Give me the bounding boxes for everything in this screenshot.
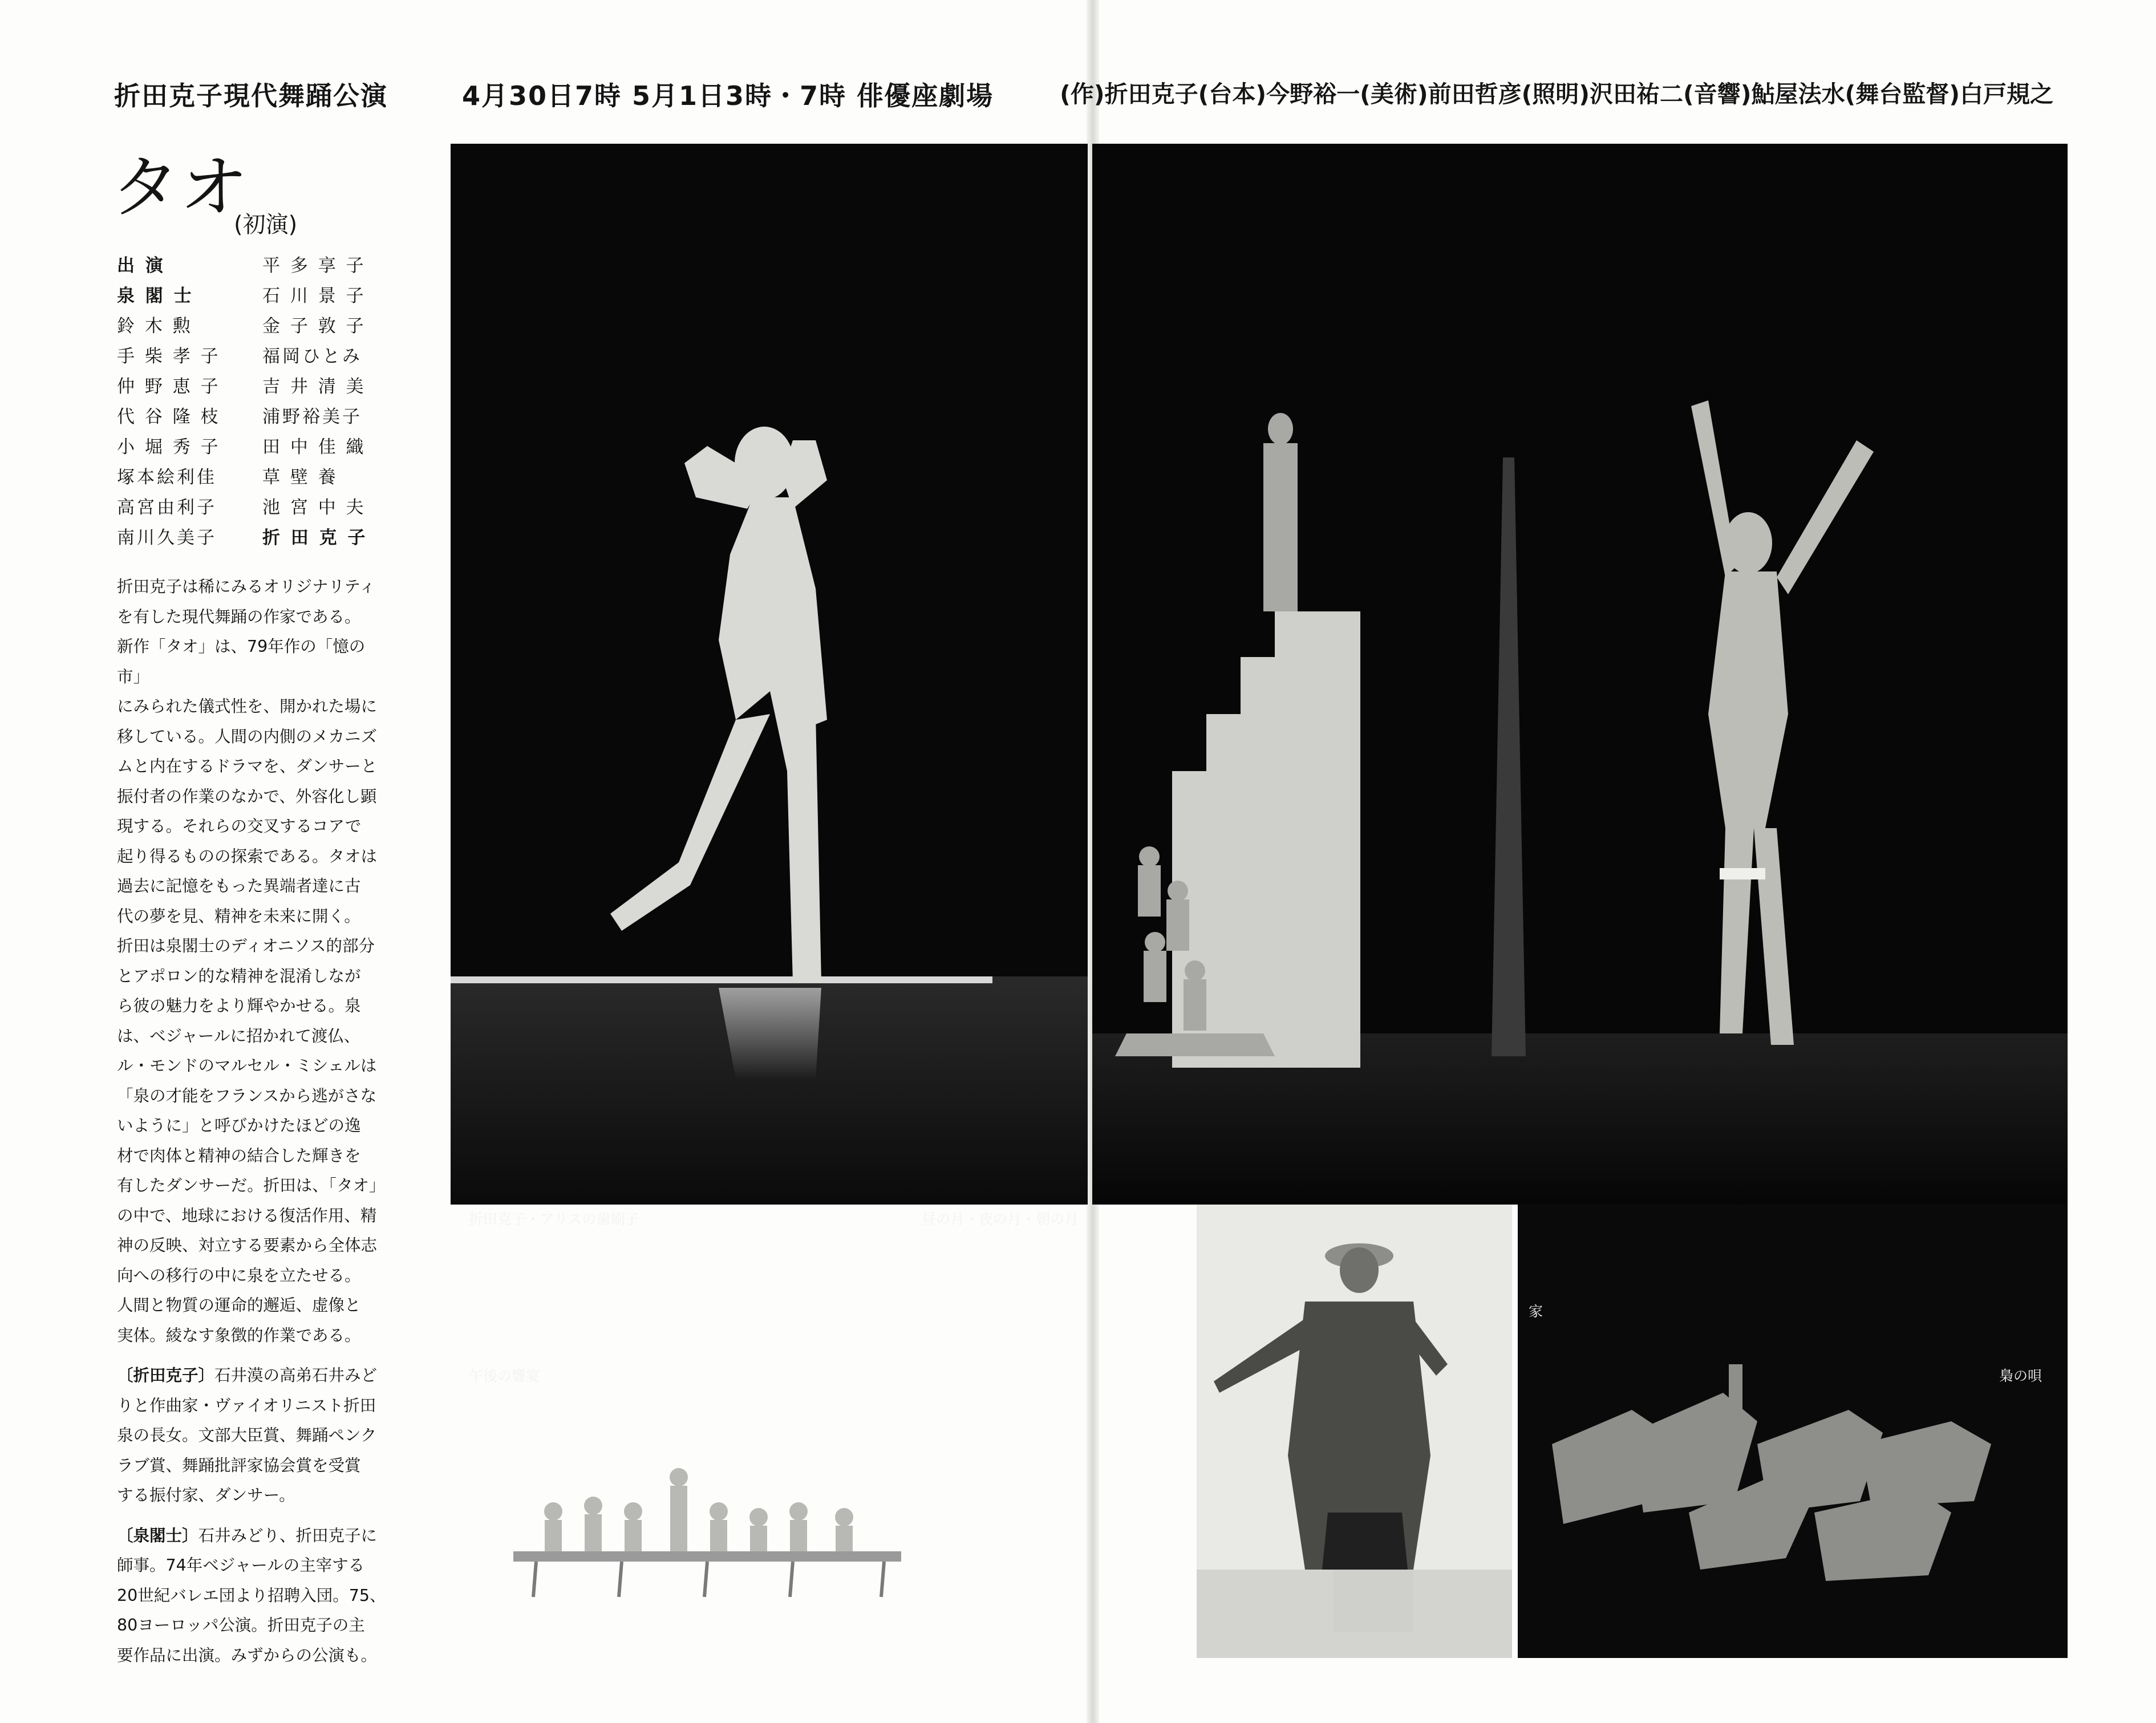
work-title: タオ xyxy=(111,148,248,228)
cast-name: 代 谷 隆 枝 xyxy=(117,407,221,427)
cast-name: 折 田 克 子 xyxy=(262,528,368,548)
photo-fukurou xyxy=(1518,1205,2068,1658)
cast-name: 泉 閣 士 xyxy=(117,286,194,306)
staff-credits: (作)折田克子(台本)今野裕一(美術)前田哲彦(照明)沢田祐二(音響)鮎屋法水(舞台監督)白戸規之 xyxy=(1060,80,2053,108)
photo-ie xyxy=(1197,1205,1512,1658)
caption-alice: 折田克子・アリスの歯刷子 xyxy=(469,1211,639,1227)
cast-row xyxy=(117,432,376,463)
event-title: 折田克子現代舞踊公演 xyxy=(114,80,388,111)
bio-izumi-lead: 〔泉閣士〕 xyxy=(117,1526,198,1545)
caption-fukurou: 梟の唄 xyxy=(1999,1368,2042,1384)
bio-izumi-text: 石井みどり、折田克子に 師事。74年ベジャールの主宰する 20世紀バレエ団より招聘入団。75、 80ヨーロッパ公演。折田克子の主 要作品に出演。みずからの公演も。 xyxy=(117,1526,386,1665)
photo-gutter xyxy=(1512,1205,1518,1658)
premiere-label: (初演) xyxy=(234,212,298,238)
cast-name: 鈴 木 勲 xyxy=(117,316,193,337)
caption-ie: 家 xyxy=(1529,1303,1543,1320)
essay-column xyxy=(117,572,388,1681)
cast-name: 石 川 景 子 xyxy=(262,286,366,306)
photo-banquet-group xyxy=(451,1426,974,1665)
cast-row xyxy=(117,523,376,553)
event-dates-venue: 4月30日7時 5月1日3時・7時 俳優座劇場 xyxy=(462,80,994,111)
essay-main: 折田克子は稀にみるオリジナリティ を有した現代舞踊の作家である。 新作「タオ」は、79年作の「憶の市」 にみられた儀式性を、開かれた場に 移している。人間の内側のメカニズ ムと内在するドラマを、ダンサーと 振付者の作業のなかで、外容化し顕 現する。それらの交叉するコアで 起り得るものの探索である。タオは 過去に記憶をもった異端者達に古 代の夢を見、精神を未来に開く。 折田は泉閣士のディオニソス的部分 とアポロン的な精神を混淆しなが ら彼の魅力をより輝やかせる。泉 は、ベジャールに招かれて渡仏、 ル・モンドのマルセル・ミシェルは 「泉の才能をフランスから逃がさな いように」と呼びかけたほどの逸 材で肉体と精神の結合した輝きを 有したダンサーだ。折田は、「タオ」 の中で、地球における復活作用、精 神の反映、対立する要素から全体志 向への移行の中に泉を立たせる。 人間と物質の運命的邂逅、虚像と 実体。綾なす象徴的作業である。 xyxy=(117,577,386,1345)
caption-banquet: 午後の響宴 xyxy=(469,1368,541,1384)
cast-name: 高宮由利子 xyxy=(117,497,217,518)
cast-row xyxy=(117,281,376,311)
cast-name: 草 壁 養 xyxy=(262,467,338,488)
cast-row xyxy=(117,402,376,432)
cast-name: 田 中 佳 織 xyxy=(262,437,366,457)
cast-name: 福岡ひとみ xyxy=(262,346,362,367)
cast-name: 塚本絵利佳 xyxy=(117,467,217,488)
cast-name: 出 演 xyxy=(117,256,165,276)
bio-orita xyxy=(117,1361,388,1511)
cast-name: 仲 野 恵 子 xyxy=(117,376,221,397)
cast-row xyxy=(117,251,376,281)
cast-name: 手 柴 孝 子 xyxy=(117,346,221,367)
cast-name: 小 堀 秀 子 xyxy=(117,437,221,457)
cast-name: 平 多 享 子 xyxy=(262,256,366,276)
cast-row xyxy=(117,463,376,493)
cast-name: 金 子 敦 子 xyxy=(262,316,366,337)
cast-row xyxy=(117,493,376,523)
photo-izumi-ballet xyxy=(1092,144,2068,1205)
photo-dancer-scream xyxy=(451,144,1088,1205)
cast-name: 浦野裕美子 xyxy=(262,407,362,427)
bio-orita-lead: 〔折田克子〕 xyxy=(117,1366,215,1385)
bio-izumi xyxy=(117,1521,388,1671)
cast-name: 南川久美子 xyxy=(117,528,217,548)
cast-row xyxy=(117,311,376,342)
caption-moons: 昼の月・夜の月・朝の月 xyxy=(922,1211,1079,1227)
cast-row xyxy=(117,342,376,372)
cast-name: 池 宮 中 夫 xyxy=(262,497,366,518)
cast-name: 吉 井 清 美 xyxy=(262,376,366,397)
cast-row xyxy=(117,372,376,402)
cast-list xyxy=(117,251,376,553)
bio-orita-text: 石井漠の高弟石井みど りと作曲家・ヴァイオリニスト折田 泉の長女。文部大臣賞、舞踊ペンク ラブ賞、舞踊批評家協会賞を受賞 する振付家、ダンサー。 xyxy=(117,1366,378,1505)
